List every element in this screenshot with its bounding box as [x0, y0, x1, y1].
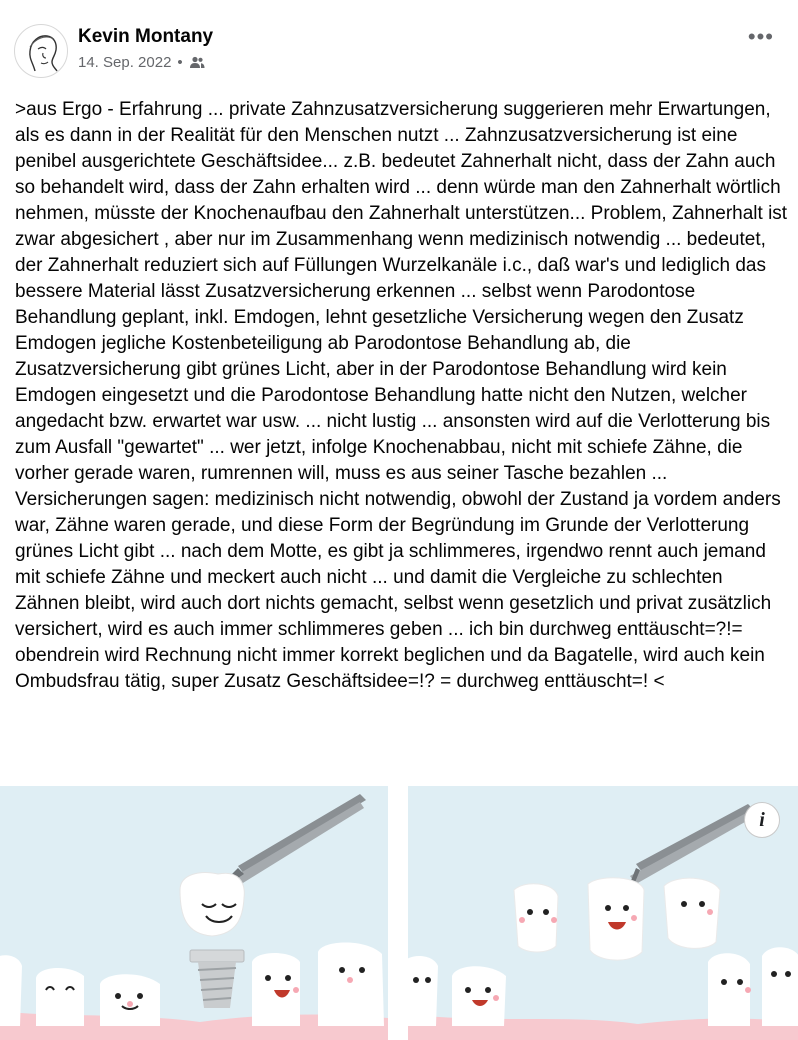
post-meta [78, 54, 205, 71]
image-panel-teeth [408, 786, 798, 1040]
friends-icon [189, 56, 205, 69]
implant-illustration [0, 786, 388, 1040]
post-text: >aus Ergo - Erfahrung ... private Zahnzusatzversicherung suggerieren mehr Erwartungen, als es dann in der Realität für den Menschen nutzt ... Zahnzusatzversicherung ist eine penibel ausgerichtete Geschäftsidee... z.B. bedeutet Zahnerhalt nicht, dass der Zahn auch so behandelt wird, dass der Zahn erhalten wird ... denn würde man den Zahnerhalt wörtlich nehmen, müsste der Knochenaufbau den Zahnerhalt unterstützen... Problem, Zahnerhalt ist zwar abgesichert , aber nur im Zusammenhang wenn medizinisch notwendig ... bedeutet, der Zahnerhalt reduziert sich auf Füllungen Wurzelkanäle i.c., daß war's und lediglich das bessere Material lässt Zusatzversicherung erkennen ... selbst wenn Parodontose Behandlung geplant, inkl. Emdogen, lehnt gesetzliche Versicherung wegen den Zusatz Emdogen jegliche Kostenbeteiligung ab Parodontose Behandlung ab, die Zusatzversicherung gibt grünes Licht, aber in der Parodontose Behandlung wird kein Emdogen eingesetzt und die Parodontose Behandlung hatte nicht den Nutzen, welcher angedacht bzw. erwartet war usw. ... nicht lustig ... ansonsten wird auf die Verlotterung bis zum Ausfall "gewartet" ... wer jetzt, infolge Knochenabbau, nicht mit schiefe Zähne, die vorher gerade waren, rumrennen will, muss es aus seiner Tasche bezahlen ... Versicherungen sagen: medizinisch nicht notwendig, obwohl der Zustand ja vordem anders war, Zähne waren gerade, und diese Form der Begründung im Grunde der Verlotterung grünes Licht gibt ... nach dem Motte, es gibt ja schlimmeres, irgendwo rennt auch jemand mit schiefe Zähne und meckert auch nicht ... und damit die Vergleiche zu schlechten Zähnen bleibt, wird auch dort nichts gemacht, selbst wenn gesetzlich und privat zusätzlich versichert, wird es auch immer schlimmeres geben ... ich bin durchweg enttäuscht=?!= obendrein wird Rechnung nicht immer korrekt beglichen und da Bagatelle, wird auch kein Ombudsfrau tätig, super Zusatz Geschäftsidee=!? = durchweg enttäuscht=! < [15, 99, 788, 692]
avatar[interactable] [14, 24, 68, 78]
more-options-icon[interactable]: ••• [747, 24, 774, 49]
teeth-illustration [408, 786, 798, 1040]
author-name[interactable]: Kevin Montany [78, 26, 214, 47]
image-panel-implant [0, 786, 388, 1040]
post-header [0, 0, 798, 90]
post-image[interactable] [0, 786, 798, 1040]
meta-separator: • [177, 54, 183, 71]
face-sketch-icon [15, 25, 67, 77]
post-date[interactable]: 14. Sep. 2022 [78, 54, 172, 71]
image-divider [388, 786, 408, 1040]
info-icon[interactable]: i [744, 802, 780, 838]
